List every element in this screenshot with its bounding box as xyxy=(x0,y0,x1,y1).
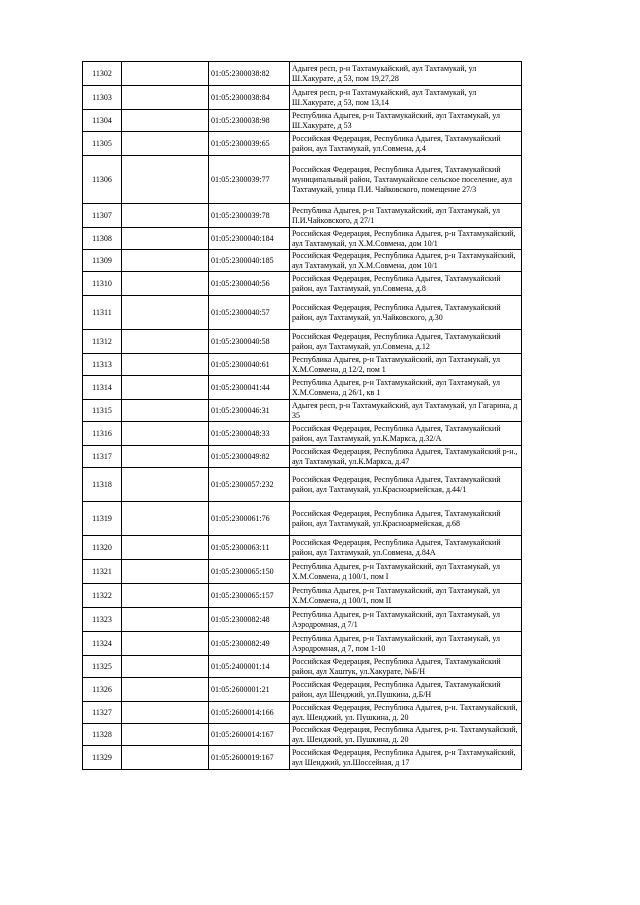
cadastral-number: 01:05:2300063:11 xyxy=(209,536,290,560)
table-row xyxy=(83,656,522,678)
cadastral-number: 01:05:2300040:61 xyxy=(209,354,290,376)
table-row xyxy=(83,422,522,446)
blank-cell xyxy=(122,250,209,272)
address: Республика Адыгея, р-н Тахтамукайский, аул Тахтамукай, ул Х.М.Совмена, д 100/1, пом II xyxy=(290,584,522,608)
cadastral-number: 01:05:2300065:150 xyxy=(209,560,290,584)
table-row xyxy=(83,468,522,502)
cadastral-number: 01:05:2300039:77 xyxy=(209,156,290,204)
blank-cell xyxy=(122,724,209,746)
blank-cell xyxy=(122,132,209,156)
cadastral-number: 01:05:2300040:56 xyxy=(209,272,290,296)
address: Российская Федерация, Республика Адыгея, р-н Тахтамукайский, аул Шенджий, ул.Шоссейная, д 17 xyxy=(290,746,522,770)
row-number: 11323 xyxy=(83,608,122,632)
cadastral-number: 01:05:2300082:48 xyxy=(209,608,290,632)
table-row xyxy=(83,724,522,746)
blank-cell xyxy=(122,110,209,132)
table-row xyxy=(83,156,522,204)
table-row xyxy=(83,584,522,608)
address: Адыгея респ, р-н Тахтамукайский, аул Тахтамукай, ул Ш.Хакурате, д 53, пом 13,14 xyxy=(290,86,522,110)
cadastral-number: 01:05:2300049:82 xyxy=(209,446,290,468)
blank-cell xyxy=(122,536,209,560)
table-row xyxy=(83,560,522,584)
blank-cell xyxy=(122,376,209,400)
row-number: 11315 xyxy=(83,400,122,422)
cadastral-number: 01:05:2300041:44 xyxy=(209,376,290,400)
table-row xyxy=(83,86,522,110)
table-row xyxy=(83,608,522,632)
address: Российская Федерация, Республика Адыгея, р-н Тахтамукайский, аул Тахтамукай, ул Х.М.Совмена, дом 10/1 xyxy=(290,250,522,272)
row-number: 11309 xyxy=(83,250,122,272)
row-number: 11304 xyxy=(83,110,122,132)
address: Российская Федерация, Республика Адыгея, Тахтамукайский район, аул Тахтамукай, ул.Чайковского, д.30 xyxy=(290,296,522,330)
table-row xyxy=(83,376,522,400)
register-table xyxy=(82,61,522,770)
address: Российская Федерация, Республика Адыгея, Тахтамукайский р-н., аул Тахтамукай, ул.К.Маркса, д.47 xyxy=(290,446,522,468)
address: Российская Федерация, Республика Адыгея, р-н. Тахтамукайский, аул. Шенджий, ул. Пушкина, д. 20 xyxy=(290,702,522,724)
table-row xyxy=(83,632,522,656)
table-row xyxy=(83,400,522,422)
row-number: 11318 xyxy=(83,468,122,502)
blank-cell xyxy=(122,296,209,330)
register-table-body xyxy=(83,62,522,770)
cadastral-number: 01:05:2300038:98 xyxy=(209,110,290,132)
address: Российская Федерация, Республика Адыгея, Тахтамукайский район, аул Тахтамукай, ул.Красноармейская, д.68 xyxy=(290,502,522,536)
row-number: 11328 xyxy=(83,724,122,746)
address: Российская Федерация, Республика Адыгея, Тахтамукайский район, аул Тахтамукай, ул.К.Маркса, д.32/А xyxy=(290,422,522,446)
row-number: 11312 xyxy=(83,330,122,354)
table-row xyxy=(83,502,522,536)
row-number: 11322 xyxy=(83,584,122,608)
address: Российская Федерация, Республика Адыгея, Тахтамукайский район, аул Хаштук, ул.Хакурате, №Б/Н xyxy=(290,656,522,678)
row-number: 11305 xyxy=(83,132,122,156)
row-number: 11324 xyxy=(83,632,122,656)
cadastral-number: 01:05:2600014:166 xyxy=(209,702,290,724)
address: Республика Адыгея, р-н Тахтамукайский, аул Тахтамукай, ул П.И.Чайковского, д 27/1 xyxy=(290,204,522,228)
row-number: 11303 xyxy=(83,86,122,110)
blank-cell xyxy=(122,86,209,110)
blank-cell xyxy=(122,354,209,376)
cadastral-number: 01:05:2300065:157 xyxy=(209,584,290,608)
cadastral-number: 01:05:2300040:185 xyxy=(209,250,290,272)
row-number: 11308 xyxy=(83,228,122,250)
blank-cell xyxy=(122,584,209,608)
cadastral-number: 01:05:2300046:31 xyxy=(209,400,290,422)
cadastral-number: 01:05:2300061:76 xyxy=(209,502,290,536)
row-number: 11313 xyxy=(83,354,122,376)
blank-cell xyxy=(122,678,209,702)
blank-cell xyxy=(122,228,209,250)
table-row xyxy=(83,746,522,770)
blank-cell xyxy=(122,272,209,296)
row-number: 11319 xyxy=(83,502,122,536)
table-row xyxy=(83,204,522,228)
address: Республика Адыгея, р-н Тахтамукайский, аул Тахтамукай, ул Аэродромная, д 7/1 xyxy=(290,608,522,632)
table-row xyxy=(83,250,522,272)
cadastral-number: 01:05:2300039:65 xyxy=(209,132,290,156)
address: Российская Федерация, Республика Адыгея, Тахтамукайский муниципальный район, Тахтамукайское сельское поселение, аул Тахтамукай, улица П.И. Чайковского, помещение 27/3 xyxy=(290,156,522,204)
address: Российская Федерация, Республика Адыгея, р-н Тахтамукайский, аул Тахтамукай, ул Х.М.Совмена, дом 10/1 xyxy=(290,228,522,250)
table-row xyxy=(83,296,522,330)
table-row xyxy=(83,110,522,132)
blank-cell xyxy=(122,62,209,86)
row-number: 11317 xyxy=(83,446,122,468)
address: Республика Адыгея, р-н Тахтамукайский, аул Тахтамукай, ул Х.М.Совмена, д 12/2, пом 1 xyxy=(290,354,522,376)
blank-cell xyxy=(122,446,209,468)
address: Республика Адыгея, р-н Тахтамукайский, аул Тахтамукай, ул Ш.Хакурате, д 53 xyxy=(290,110,522,132)
cadastral-number: 01:05:2300082:49 xyxy=(209,632,290,656)
cadastral-number: 01:05:2600019:167 xyxy=(209,746,290,770)
row-number: 11321 xyxy=(83,560,122,584)
cadastral-number: 01:05:2400001:14 xyxy=(209,656,290,678)
row-number: 11325 xyxy=(83,656,122,678)
cadastral-number: 01:05:2300040:57 xyxy=(209,296,290,330)
blank-cell xyxy=(122,656,209,678)
table-row xyxy=(83,330,522,354)
cadastral-number: 01:05:2600001:21 xyxy=(209,678,290,702)
blank-cell xyxy=(122,330,209,354)
table-row xyxy=(83,132,522,156)
table-row xyxy=(83,272,522,296)
address: Адыгея респ, р-н Тахтамукайский, аул Тахтамукай, ул Гагарина, д 35 xyxy=(290,400,522,422)
cadastral-number: 01:05:2600014:167 xyxy=(209,724,290,746)
blank-cell xyxy=(122,400,209,422)
row-number: 11327 xyxy=(83,702,122,724)
blank-cell xyxy=(122,422,209,446)
blank-cell xyxy=(122,502,209,536)
row-number: 11302 xyxy=(83,62,122,86)
row-number: 11314 xyxy=(83,376,122,400)
blank-cell xyxy=(122,560,209,584)
address: Российская Федерация, Республика Адыгея, р-н. Тахтамукайский, аул. Шенджий, ул. Пушкина, д. 20 xyxy=(290,724,522,746)
row-number: 11320 xyxy=(83,536,122,560)
table-row xyxy=(83,228,522,250)
blank-cell xyxy=(122,632,209,656)
address: Российская Федерация, Республика Адыгея, Тахтамукайский район, аул Тахтамукай, ул.Совмена, д.4 xyxy=(290,132,522,156)
row-number: 11329 xyxy=(83,746,122,770)
table-row xyxy=(83,678,522,702)
address: Российская Федерация, Республика Адыгея, Тахтамукайский район, аул Тахтамукай, ул.Совмена, д.84А xyxy=(290,536,522,560)
row-number: 11310 xyxy=(83,272,122,296)
cadastral-number: 01:05:2300048:33 xyxy=(209,422,290,446)
table-row xyxy=(83,536,522,560)
cadastral-number: 01:05:2300039:78 xyxy=(209,204,290,228)
cadastral-number: 01:05:2300040:58 xyxy=(209,330,290,354)
address: Российская Федерация, Республика Адыгея, Тахтамукайский район, аул Тахтамукай, ул.Красноармейская, д.44/1 xyxy=(290,468,522,502)
row-number: 11306 xyxy=(83,156,122,204)
blank-cell xyxy=(122,204,209,228)
row-number: 11311 xyxy=(83,296,122,330)
address: Республика Адыгея, р-н Тахтамукайский, аул Тахтамукай, ул Х.М.Совмена, д 100/1, пом I xyxy=(290,560,522,584)
row-number: 11326 xyxy=(83,678,122,702)
blank-cell xyxy=(122,156,209,204)
table-row xyxy=(83,702,522,724)
table-row xyxy=(83,354,522,376)
cadastral-number: 01:05:2300040:184 xyxy=(209,228,290,250)
address: Адыгея респ, р-н Тахтамукайский, аул Тахтамукай, ул Ш.Хакурате, д 53, пом 19,27,28 xyxy=(290,62,522,86)
address: Республика Адыгея, р-н Тахтамукайский, аул Тахтамукай, ул Аэродромная, д 7, пом 1-10 xyxy=(290,632,522,656)
address: Российская Федерация, Республика Адыгея, Тахтамукайский район, аул Тахтамукай, ул.Совмена, д.12 xyxy=(290,330,522,354)
blank-cell xyxy=(122,468,209,502)
blank-cell xyxy=(122,608,209,632)
cadastral-number: 01:05:2300038:84 xyxy=(209,86,290,110)
blank-cell xyxy=(122,746,209,770)
table-row xyxy=(83,62,522,86)
row-number: 11316 xyxy=(83,422,122,446)
row-number: 11307 xyxy=(83,204,122,228)
blank-cell xyxy=(122,702,209,724)
cadastral-number: 01:05:2300038:82 xyxy=(209,62,290,86)
cadastral-number: 01:05:2300057:232 xyxy=(209,468,290,502)
address: Российская Федерация, Республика Адыгея, Тахтамукайский район, аул Шенджий, ул.Пушкина, д.Б/Н xyxy=(290,678,522,702)
address: Республика Адыгея, р-н Тахтамукайский, аул Тахтамукай, ул Х.М.Совмена, д 26/1, кв 1 xyxy=(290,376,522,400)
table-row xyxy=(83,446,522,468)
address: Российская Федерация, Республика Адыгея, Тахтамукайский район, аул Тахтамукай, ул.Совмена, д.8 xyxy=(290,272,522,296)
